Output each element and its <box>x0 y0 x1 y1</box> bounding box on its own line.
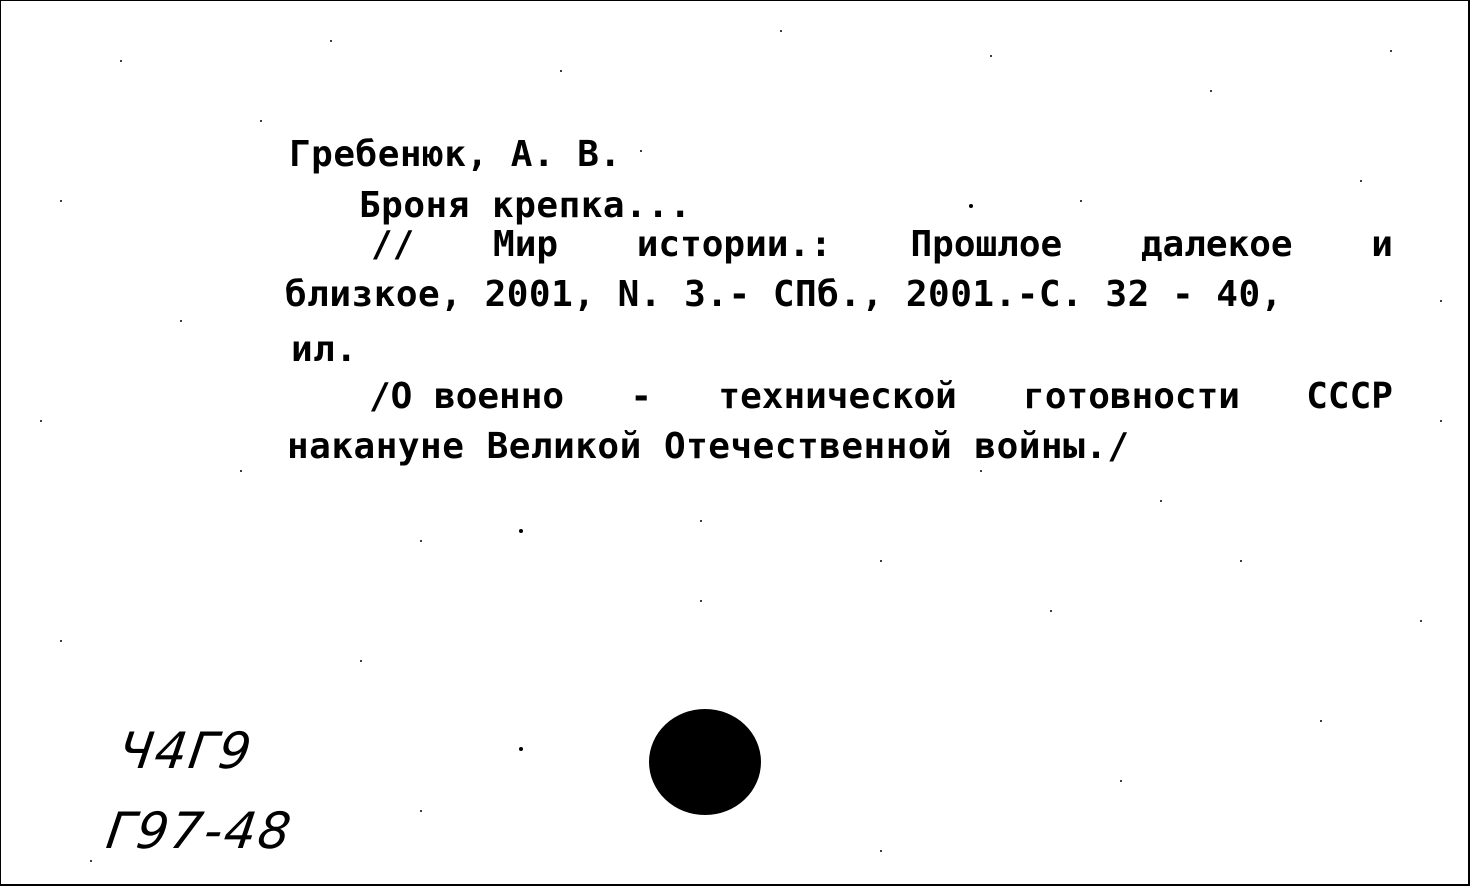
shelfmark-line-1: Ч4Г9 <box>114 722 257 780</box>
source-line-2: близкое, 2001, N. 3.- СПб., 2001.-С. 32 - 40, <box>285 274 1283 315</box>
source-word: // <box>371 224 415 265</box>
source-line-3: ил. <box>291 329 358 370</box>
note-word: СССР <box>1306 376 1393 417</box>
author-line: Гребенюк, А. В. <box>289 134 622 175</box>
source-word: далекое <box>1140 224 1293 265</box>
source-word: истории.: <box>636 224 832 265</box>
note-line-1 <box>369 376 1393 417</box>
note-line-2: накануне Великой Отечественной войны./ <box>287 426 1130 467</box>
source-word: Прошлое <box>910 224 1063 265</box>
punch-hole <box>649 709 761 815</box>
note-word: готовности <box>1023 376 1240 417</box>
title-line: Броня крепка... <box>359 185 692 226</box>
source-word: Мир <box>493 224 559 265</box>
note-word: технической <box>718 376 957 417</box>
note-word: /О военно <box>369 376 565 417</box>
shelfmark-line-2: Г97-48 <box>102 802 297 860</box>
note-word: - <box>630 376 653 417</box>
source-word: и <box>1371 224 1393 265</box>
source-line-1 <box>371 224 1393 265</box>
